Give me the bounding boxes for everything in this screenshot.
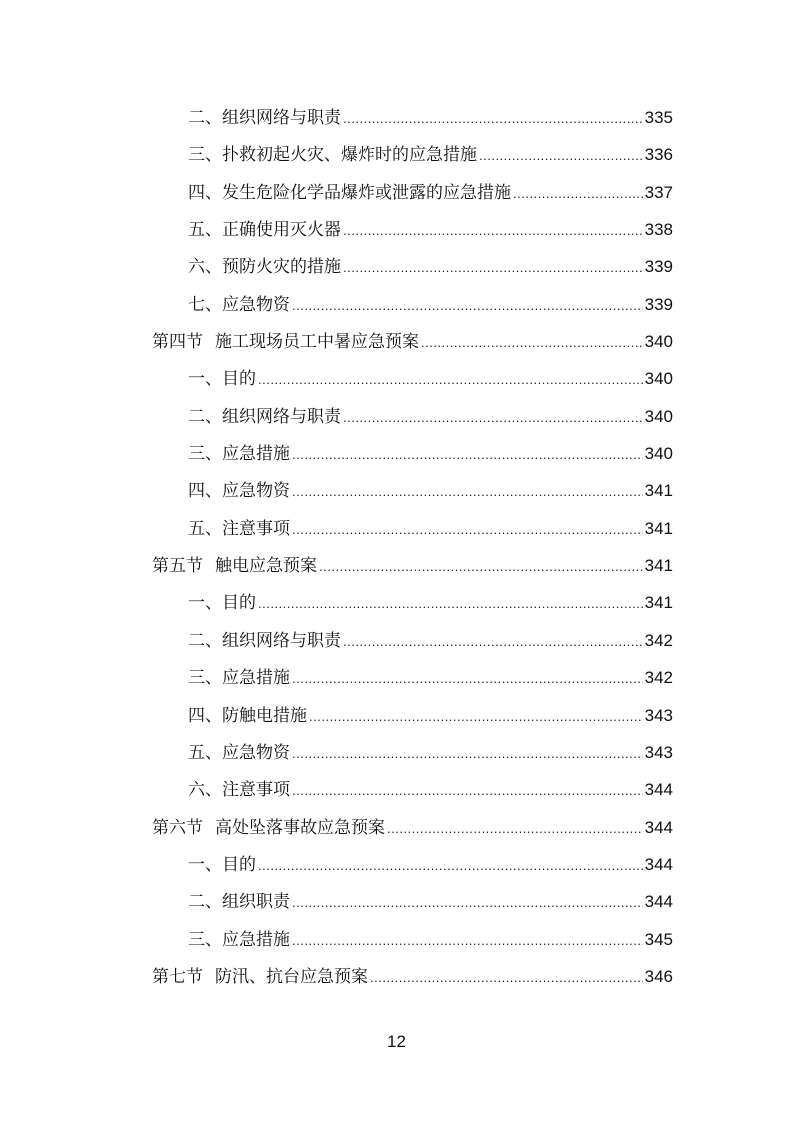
- toc-entry-number: 五、: [188, 518, 222, 539]
- toc-entry[interactable]: [152, 584, 673, 621]
- toc-section-title: 施工现场员工中暑应急预案: [215, 332, 419, 353]
- toc-entry-title: 应急措施: [222, 444, 290, 465]
- toc-section-number: 第五节: [152, 556, 203, 577]
- toc-leader-dots: [292, 660, 643, 696]
- toc-leader-dots: [319, 548, 643, 584]
- toc-entry-title: 组织职责: [222, 892, 290, 913]
- toc-entry-number: 三、: [188, 145, 222, 166]
- toc-entry-title: 组织网络与职责: [222, 630, 341, 651]
- toc-entry[interactable]: [152, 472, 673, 509]
- toc-entry[interactable]: [152, 734, 673, 771]
- toc-entry-title: 正确使用灭火器: [222, 220, 341, 241]
- toc-entry[interactable]: [152, 771, 673, 808]
- toc-section-title: 触电应急预案: [215, 556, 317, 577]
- toc-section-number: 第七节: [152, 966, 203, 987]
- toc-leader-dots: [343, 399, 643, 435]
- toc-entry-number: 六、: [188, 257, 222, 278]
- toc-entry-number: 四、: [188, 182, 222, 203]
- toc-entry-title: 注意事项: [222, 780, 290, 801]
- toc-leader-dots: [292, 287, 643, 323]
- toc-entry-title: 预防火灾的措施: [222, 257, 341, 278]
- toc-entry[interactable]: [152, 136, 673, 173]
- toc-entry-page: 346: [644, 966, 673, 986]
- toc-entry-page: 344: [644, 817, 673, 837]
- toc-entry-page: 336: [644, 145, 673, 165]
- toc-entry-page: 339: [644, 257, 673, 277]
- toc-entry-page: 341: [644, 593, 673, 613]
- toc-entry-page: 341: [644, 556, 673, 576]
- toc-entry-page: 340: [644, 444, 673, 464]
- toc-entry[interactable]: [152, 510, 673, 547]
- toc-entry[interactable]: [152, 622, 673, 659]
- toc-entry-title: 应急物资: [222, 742, 290, 763]
- toc-entry[interactable]: [152, 360, 673, 397]
- toc-entry[interactable]: [152, 883, 673, 920]
- toc-entry-title: 应急措施: [222, 668, 290, 689]
- toc-entry-title: 应急物资: [222, 294, 290, 315]
- toc-section-number: 第四节: [152, 332, 203, 353]
- toc-entry-page: 343: [644, 742, 673, 762]
- toc-entry-number: 四、: [188, 705, 222, 726]
- toc-entry-page: 337: [644, 182, 673, 202]
- toc-leader-dots: [343, 249, 643, 285]
- toc-entry[interactable]: [152, 921, 673, 958]
- toc-leader-dots: [258, 361, 643, 397]
- toc-entry[interactable]: [152, 398, 673, 435]
- toc-entry-number: 三、: [188, 668, 222, 689]
- page-number: 12: [387, 1032, 406, 1051]
- toc-section-entry[interactable]: [152, 547, 673, 584]
- toc-entry-number: 二、: [188, 108, 222, 128]
- toc-entry-number: 三、: [188, 444, 222, 465]
- toc-entry[interactable]: [152, 659, 673, 696]
- toc-entry-page: 342: [644, 630, 673, 650]
- toc-entry[interactable]: [152, 99, 673, 136]
- toc-entry[interactable]: [152, 248, 673, 285]
- toc-leader-dots: [387, 810, 643, 846]
- toc-leader-dots: [343, 212, 643, 248]
- toc-entry-number: 五、: [188, 220, 222, 241]
- toc-entry-page: 339: [644, 294, 673, 314]
- toc-leader-dots: [479, 137, 643, 173]
- toc-entry[interactable]: [152, 846, 673, 883]
- toc-entry-title: 组织网络与职责: [222, 108, 341, 128]
- toc-entry-title: 组织网络与职责: [222, 406, 341, 427]
- toc-leader-dots: [292, 735, 643, 771]
- toc-entry-page: 342: [644, 668, 673, 688]
- toc-entry-page: 340: [644, 369, 673, 389]
- toc-entry-title: 注意事项: [222, 518, 290, 539]
- toc-leader-dots: [343, 623, 643, 659]
- toc-entry[interactable]: [152, 435, 673, 472]
- toc-entry-number: 四、: [188, 481, 222, 502]
- toc-entry-title: 目的: [222, 593, 256, 614]
- toc-entry-number: 二、: [188, 892, 222, 913]
- toc-section-number: 第六节: [152, 817, 203, 838]
- toc-leader-dots: [258, 585, 643, 621]
- toc-entry-page: 344: [644, 892, 673, 912]
- toc-entry-number: 一、: [188, 593, 222, 614]
- toc-entry-title: 目的: [222, 854, 256, 875]
- toc-leader-dots: [292, 922, 643, 958]
- toc-entry-title: 应急物资: [222, 481, 290, 502]
- table-of-contents: [152, 99, 673, 995]
- toc-entry-number: 二、: [188, 406, 222, 427]
- toc-entry-number: 六、: [188, 780, 222, 801]
- toc-leader-dots: [292, 772, 643, 808]
- toc-entry-page: 335: [644, 108, 673, 127]
- toc-entry-page: 338: [644, 220, 673, 240]
- toc-entry-title: 应急措施: [222, 929, 290, 950]
- toc-entry-number: 一、: [188, 854, 222, 875]
- toc-leader-dots: [292, 436, 643, 472]
- toc-section-entry[interactable]: [152, 323, 673, 360]
- toc-entry-title: 扑救初起火灾、爆炸时的应急措施: [222, 145, 477, 166]
- toc-entry-page: 341: [644, 481, 673, 501]
- toc-section-entry[interactable]: [152, 809, 673, 846]
- toc-leader-dots: [292, 511, 643, 547]
- toc-section-entry[interactable]: [152, 958, 673, 995]
- toc-entry-page: 341: [644, 518, 673, 538]
- toc-entry-number: 一、: [188, 369, 222, 390]
- toc-section-title: 高处坠落事故应急预案: [215, 817, 385, 838]
- toc-leader-dots: [343, 100, 643, 136]
- toc-entry-page: 345: [644, 929, 673, 949]
- toc-entry-title: 防触电措施: [222, 705, 307, 726]
- toc-entry-number: 五、: [188, 742, 222, 763]
- toc-entry-page: 340: [644, 406, 673, 426]
- toc-entry-title: 发生危险化学品爆炸或泄露的应急措施: [222, 182, 511, 203]
- toc-leader-dots: [309, 698, 643, 734]
- toc-entry-number: 三、: [188, 929, 222, 950]
- toc-entry[interactable]: [152, 697, 673, 734]
- toc-entry[interactable]: [152, 211, 673, 248]
- toc-leader-dots: [292, 884, 643, 920]
- toc-entry-number: 七、: [188, 294, 222, 315]
- toc-leader-dots: [292, 473, 643, 509]
- toc-section-title: 防汛、抗台应急预案: [215, 966, 368, 987]
- toc-entry[interactable]: [152, 286, 673, 323]
- toc-entry[interactable]: [152, 174, 673, 211]
- toc-leader-dots: [370, 959, 643, 995]
- toc-leader-dots: [513, 175, 643, 211]
- toc-entry-number: 二、: [188, 630, 222, 651]
- toc-entry-page: 340: [644, 332, 673, 352]
- toc-entry-page: 343: [644, 705, 673, 725]
- toc-entry-page: 344: [644, 854, 673, 874]
- toc-entry-page: 344: [644, 780, 673, 800]
- toc-leader-dots: [421, 324, 643, 360]
- toc-entry-title: 目的: [222, 369, 256, 390]
- toc-leader-dots: [258, 847, 643, 883]
